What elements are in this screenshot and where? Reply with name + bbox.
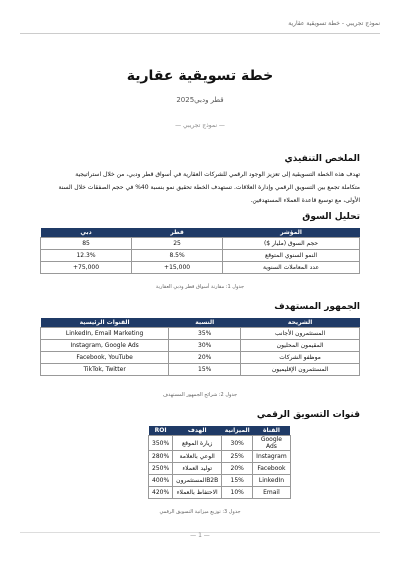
column-header: الشريحة [241, 318, 360, 328]
table-cell: 15% [169, 364, 241, 376]
table-cell: 280% [149, 451, 173, 463]
table-cell: Instagram [253, 451, 291, 463]
table-cell: 85 [41, 238, 132, 250]
document-title: خطة تسويقية عقارية [126, 68, 274, 84]
table-header-row [41, 318, 360, 328]
table-cell: Facebook [253, 463, 291, 475]
table-row [41, 262, 360, 274]
table-cell: المستثمرون الأجانب [241, 328, 360, 340]
table-cell: الوعي بالعلامة [173, 451, 222, 463]
channels-table-caption: جدول 3: توزيع ميزانية التسويق الرقمي [159, 509, 241, 515]
table-cell: TikTok, Twitter [41, 364, 169, 376]
table-cell: 350% [149, 436, 173, 451]
table-cell: المقيمون المحليون [241, 340, 360, 352]
audience-heading: الجمهور المستهدف [274, 302, 360, 312]
page-number: — 1 — [190, 532, 210, 539]
table-cell: 15,000+ [132, 262, 223, 274]
header-divider [20, 33, 380, 34]
exec-summary-paragraph [40, 168, 360, 207]
table-row [149, 487, 291, 499]
column-header: دبي [41, 228, 132, 238]
sample-note: — نموذج تجريبي — [175, 122, 225, 129]
table-row [41, 328, 360, 340]
table-cell: 400% [149, 475, 173, 487]
table-row [149, 463, 291, 475]
column-header: القناة [253, 426, 291, 436]
table-cell: 10% [222, 487, 253, 499]
table-cell: LinkedIn [253, 475, 291, 487]
table-row [41, 364, 360, 376]
column-header: النسبة [169, 318, 241, 328]
table-cell: 8.5% [132, 250, 223, 262]
document-subtitle: قطر ودبي2025 [176, 96, 224, 104]
table-cell: LinkedIn, Email Marketing [41, 328, 169, 340]
table-cell: Instagram, Google Ads [41, 340, 169, 352]
table-row [149, 436, 291, 451]
table-row [149, 475, 291, 487]
table-cell: 250% [149, 463, 173, 475]
header-note: نموذج تجريبي - خطة تسويقية عقارية [288, 20, 380, 27]
table-cell: زيارة الموقع [173, 436, 222, 451]
table-cell: توليد العملاء [173, 463, 222, 475]
table-cell: 420% [149, 487, 173, 499]
table-header-row [149, 426, 291, 436]
table-cell: المستثمرون الإقليميون [241, 364, 360, 376]
table-cell: 30% [222, 436, 253, 451]
column-header: الميزانية [222, 426, 253, 436]
table-cell: Email [253, 487, 291, 499]
table-cell: Facebook, YouTube [41, 352, 169, 364]
table-header-row [41, 228, 360, 238]
exec-summary-line: متكاملة تجمع بين التسويق الرقمي وإدارة العلاقات. تستهدف الخطة تحقيق نمو بنسبة 40% في حجم الصفقات خلال السنة [58, 184, 360, 191]
column-header: المؤشر [223, 228, 360, 238]
table-cell: النمو السنوي المتوقع [223, 250, 360, 262]
table-row [41, 250, 360, 262]
audience-table-caption: جدول 2: شرائح الجمهور المستهدف [162, 392, 238, 398]
column-header: القنوات الرئيسية [41, 318, 169, 328]
column-header: الهدف [173, 426, 222, 436]
table-cell: 20% [169, 352, 241, 364]
exec-summary-line: الأولى، مع توسيع قاعدة العملاء المستهدفين. [250, 197, 360, 204]
exec-summary-line: تهدف هذه الخطة التسويقية إلى تعزيز الوجود الرقمي للشركات العقارية في أسواق قطر ودبي، من خلال استراتيجية [75, 171, 360, 178]
table-row [41, 340, 360, 352]
channels-heading: قنوات التسويق الرقمي [256, 410, 360, 420]
table-cell: حجم السوق (مليار $) [223, 238, 360, 250]
market-table [40, 228, 360, 274]
market-heading: تحليل السوق [302, 212, 360, 222]
table-cell: Google Ads [253, 436, 291, 451]
table-row [149, 451, 291, 463]
column-header: ROI [149, 426, 173, 436]
table-row [41, 238, 360, 250]
table-cell: 15% [222, 475, 253, 487]
audience-table [40, 318, 360, 376]
table-cell: 25% [222, 451, 253, 463]
table-row [41, 352, 360, 364]
table-cell: B2Bالمستثمرون [173, 475, 222, 487]
table-cell: 35% [169, 328, 241, 340]
table-cell: عدد المعاملات السنوية [223, 262, 360, 274]
market-table-caption: جدول 1: مقارنة أسواق قطر ودبي العقارية [155, 284, 245, 290]
exec-summary-heading: الملخص التنفيذي [284, 154, 360, 164]
channels-table [148, 426, 291, 499]
table-cell: 12.3% [41, 250, 132, 262]
table-cell: موظفو الشركات [241, 352, 360, 364]
table-cell: 25 [132, 238, 223, 250]
table-cell: الاحتفاظ بالعملاء [173, 487, 222, 499]
column-header: قطر [132, 228, 223, 238]
table-cell: 75,000+ [41, 262, 132, 274]
table-cell: 20% [222, 463, 253, 475]
table-cell: 30% [169, 340, 241, 352]
